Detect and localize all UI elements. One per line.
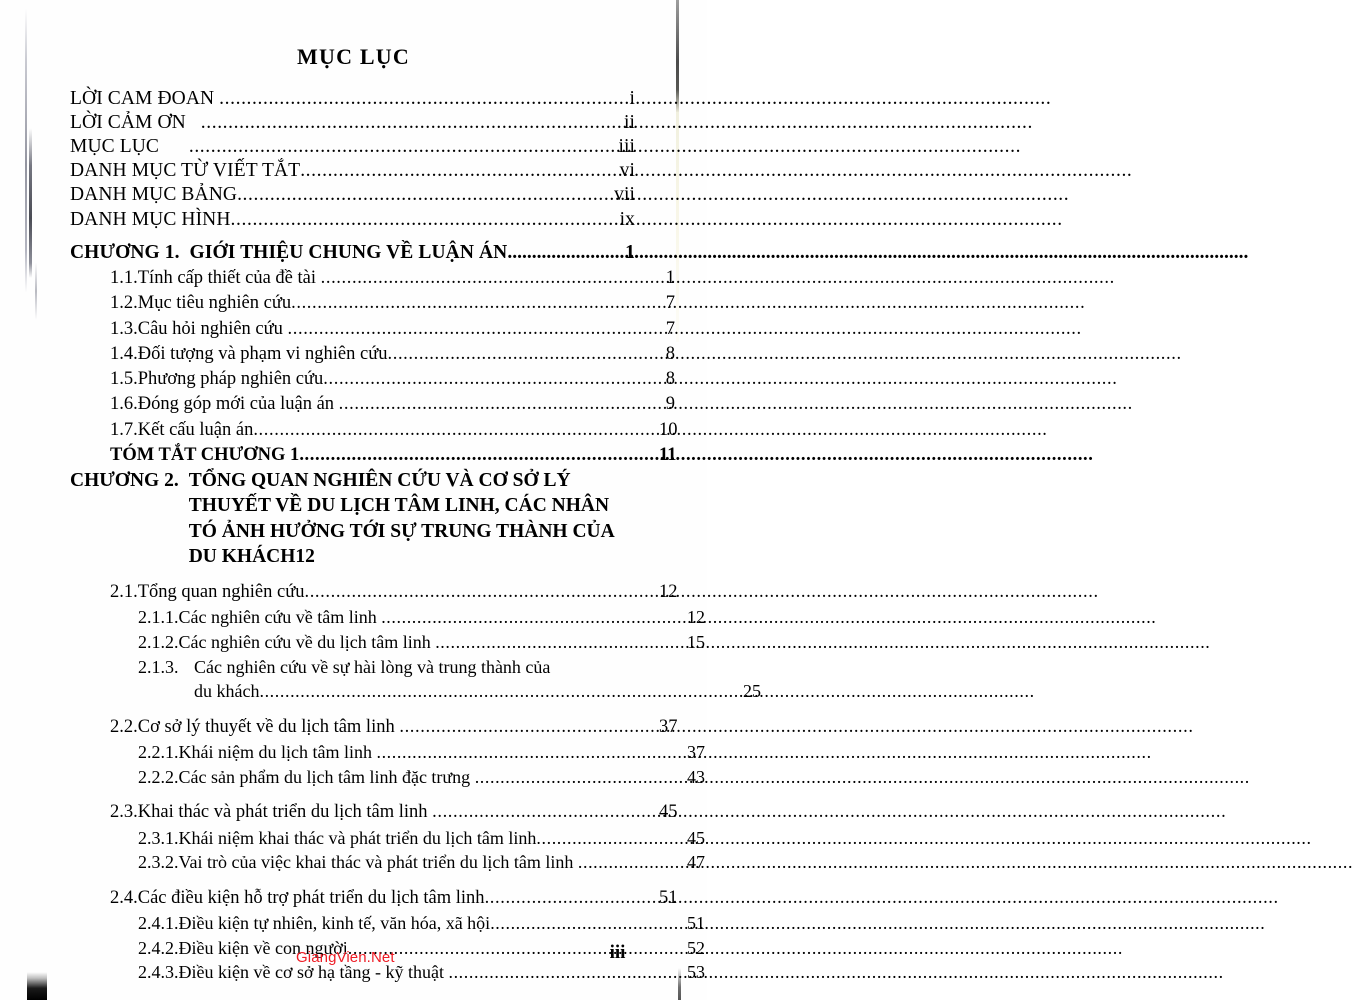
spacer	[70, 786, 635, 797]
toc-section[interactable]	[70, 577, 678, 603]
toc-entry-label: CHƯƠNG 1. GIỚI THIỆU CHUNG VỀ LUẬN ÁN	[70, 241, 508, 263]
scan-artifact-left-line-3	[35, 262, 37, 320]
toc-entry-label: DANH MỤC TỪ VIẾT TẮT	[70, 160, 301, 182]
toc-entry-page: vi	[619, 160, 635, 182]
toc-entry-page: 8	[665, 343, 675, 364]
spacer	[70, 229, 635, 236]
toc-entry-page: 11	[659, 445, 677, 465]
dot-leader	[237, 185, 612, 205]
toc-entry-label: Điều kiện tự nhiên, kinh tế, văn hóa, xã hội	[178, 913, 491, 934]
dot-leader	[578, 853, 686, 871]
toc-chapter-title-line: TÓ ẢNH HƯỞNG TỚI SỰ TRUNG THÀNH CỦA	[188, 520, 615, 542]
dot-leader	[399, 718, 658, 737]
toc-entry-front-matter[interactable]	[70, 108, 635, 132]
toc-entry-front-matter[interactable]	[70, 84, 635, 108]
toc-entry-page: 47	[687, 852, 705, 873]
toc-entry-label: Các sản phẩm du lịch tâm linh đặc trưng	[178, 766, 475, 787]
toc-entry-page: 51	[687, 913, 705, 934]
toc-section-number: 1.1.	[110, 267, 138, 288]
toc-entry-label: Đối tượng và phạm vi nghiên cứu	[137, 343, 388, 364]
toc-subsection-continuation[interactable]	[70, 676, 759, 701]
toc-subsection[interactable]	[70, 736, 703, 761]
dot-leader	[288, 320, 658, 339]
toc-subsection-number: 2.4.3.	[138, 962, 179, 983]
dot-leader	[381, 608, 686, 626]
toc-entry-page: iii	[618, 136, 635, 158]
toc-entry-page: 12	[295, 546, 315, 567]
toc-entry-page: 51	[659, 887, 678, 908]
toc-entry-page: 7	[665, 318, 675, 339]
toc-subsection[interactable]	[70, 602, 703, 627]
toc-entry-label: Tổng quan nghiên cứu	[137, 582, 305, 603]
dot-leader	[323, 370, 658, 389]
toc-entry-label: TÓM TẮT CHƯƠNG 1	[110, 445, 300, 465]
toc-section-number: 1.6.	[110, 394, 138, 415]
toc-entry-page: 53	[687, 962, 705, 983]
toc-section-number: 2.2.	[110, 716, 138, 737]
toc-entry-page: 52	[687, 937, 705, 958]
watermark: GiangVien.Net	[296, 949, 395, 966]
toc-section-number: 2.4.	[110, 887, 138, 908]
toc-entry-label: Mục tiêu nghiên cứu	[137, 293, 292, 314]
toc-section-number: 1.2.	[110, 293, 138, 314]
toc-entry-page: 8	[665, 369, 675, 390]
toc-entry-label: Đóng góp mới của luận án	[137, 394, 339, 415]
toc-entry-label: Các điều kiện hỗ trợ phát triển du lịch tâm linh	[137, 887, 485, 908]
toc-entry-label: Kết cấu luận án	[137, 419, 254, 440]
toc-subsection[interactable]	[70, 626, 703, 651]
dot-leader	[435, 633, 686, 651]
toc-chapter-number: CHƯƠNG 2.	[70, 469, 179, 491]
toc-entry-label: Vai trò của việc khai thác và phát triển du lịch tâm linh	[178, 852, 578, 873]
toc-entry-label: MỤC LỤC	[70, 136, 189, 158]
dot-leader	[231, 210, 612, 230]
toc-chapter-title-block	[189, 468, 635, 570]
table-of-contents	[70, 84, 761, 983]
dot-leader	[300, 161, 612, 181]
toc-entry-page: i	[629, 87, 635, 109]
dot-leader	[201, 113, 612, 133]
toc-entry-front-matter[interactable]	[70, 157, 635, 181]
toc-section[interactable]	[70, 797, 678, 823]
dot-leader	[376, 743, 686, 761]
scan-artifact-corner-blob	[27, 972, 47, 1000]
toc-section-number: 2.1.	[110, 582, 138, 603]
dot-leader	[507, 243, 620, 263]
toc-subsection[interactable]	[70, 822, 703, 847]
toc-entry-front-matter[interactable]	[70, 181, 635, 205]
toc-section-number: 2.3.	[110, 802, 138, 823]
toc-chapter-heading-1[interactable]	[70, 236, 635, 262]
toc-entry-label: Điều kiện về cơ sở hạ tầng - kỹ thuật	[178, 962, 449, 983]
toc-entry-label: Khai thác và phát triển du lịch tâm linh	[137, 802, 433, 823]
toc-entry-label: Các nghiên cứu về du lịch tâm linh	[178, 631, 436, 652]
dot-leader	[475, 768, 686, 786]
toc-subsection-number: 2.1.3.	[138, 656, 179, 677]
toc-section[interactable]	[70, 338, 675, 363]
toc-subsection-number: 2.3.2.	[138, 852, 179, 873]
dot-leader	[291, 294, 658, 313]
toc-subsection[interactable]	[70, 907, 703, 932]
toc-subsection-number: 2.2.1.	[138, 742, 179, 763]
toc-section[interactable]	[70, 363, 675, 388]
toc-entry-page: 1	[665, 267, 675, 288]
toc-section[interactable]	[70, 287, 675, 312]
toc-subsection-number: 2.4.1.	[138, 913, 179, 934]
toc-entry-page: 45	[687, 827, 705, 848]
dot-leader	[321, 269, 658, 288]
toc-entry-label: Cơ sở lý thuyết về du lịch tâm linh	[137, 716, 400, 737]
toc-entry-page: 37	[687, 742, 705, 763]
toc-section-number: 1.5.	[110, 369, 138, 390]
dot-leader	[339, 395, 658, 414]
toc-section-number: 1.7.	[110, 419, 138, 440]
toc-entry-label: DU KHÁCH	[188, 546, 296, 567]
toc-entry-page: 43	[687, 766, 705, 787]
toc-subsection[interactable]	[70, 651, 703, 676]
toc-entry-label: Điều kiện về con người	[178, 937, 348, 958]
toc-subsection-number: 2.4.2.	[138, 937, 179, 958]
toc-section[interactable]	[70, 262, 675, 287]
dot-leader	[348, 939, 686, 957]
toc-subsection-number: 2.3.1.	[138, 827, 179, 848]
toc-entry-label: DANH MỤC BẢNG	[70, 184, 238, 206]
dot-leader	[536, 829, 686, 847]
toc-subsection[interactable]	[70, 847, 703, 872]
toc-section[interactable]	[70, 882, 678, 908]
toc-section[interactable]	[70, 711, 678, 737]
toc-section[interactable]	[70, 389, 675, 414]
toc-entry-label: Khái niệm khai thác và phát triển du lịch tâm linh	[178, 827, 537, 848]
toc-section-number: 1.3.	[110, 318, 138, 339]
page-number: iii	[609, 942, 626, 963]
toc-entry-page: ii	[623, 111, 635, 133]
toc-entry-label: DANH MỤC HÌNH	[70, 208, 231, 230]
dot-leader	[219, 89, 612, 109]
toc-section[interactable]	[70, 313, 675, 338]
dot-leader	[388, 345, 659, 364]
toc-subsection-number: 2.2.2.	[138, 766, 179, 787]
spacer	[70, 570, 635, 577]
toc-subsection-number: 2.1.2.	[138, 631, 179, 652]
page-title: MỤC LỤC	[297, 44, 410, 69]
dot-leader	[253, 421, 658, 440]
toc-entry-label: Khái niệm du lịch tâm linh	[178, 742, 377, 763]
toc-chapter-title-line: TỔNG QUAN NGHIÊN CỨU VÀ CƠ SỞ LÝ	[188, 469, 571, 491]
dot-leader	[448, 963, 686, 981]
toc-chapter-summary-1[interactable]	[70, 439, 675, 464]
toc-entry-label: LỜI CAM ĐOAN	[70, 87, 220, 109]
toc-chapter-title-last-line	[189, 544, 635, 570]
dot-leader	[299, 446, 658, 465]
dot-leader	[304, 583, 658, 602]
toc-entry-page: 12	[659, 582, 678, 603]
toc-entry-label: Phương pháp nghiên cứu	[137, 369, 324, 390]
toc-entry-front-matter[interactable]	[70, 132, 635, 156]
toc-subsection[interactable]	[70, 761, 703, 786]
toc-entry-label: Tính cấp thiết của đề tài	[137, 267, 321, 288]
toc-entry-label: Các nghiên cứu về tâm linh	[178, 607, 382, 628]
toc-entry-label: Các nghiên cứu về sự hài lòng và trung thành của	[194, 656, 551, 677]
toc-entry-page: 1	[625, 241, 635, 263]
toc-entry-page: 10	[659, 419, 678, 440]
toc-entry-label: LỜI CẢM ƠN	[70, 111, 201, 133]
scan-artifact-left-line-2	[29, 128, 32, 278]
dot-leader	[490, 914, 686, 932]
toc-entry-label: du khách	[194, 681, 260, 702]
toc-entry-page: 9	[665, 394, 675, 415]
toc-entry-page: 37	[659, 716, 678, 737]
toc-entry-front-matter[interactable]	[70, 205, 635, 229]
toc-entry-page: 15	[687, 631, 705, 652]
toc-entry-page: 7	[665, 293, 675, 314]
toc-chapter-title-line: THUYẾT VỀ DU LỊCH TÂM LINH, CÁC NHÂN	[188, 495, 610, 516]
toc-entry-page: 12	[687, 607, 705, 628]
dot-leader	[259, 682, 742, 700]
toc-section-number: 1.4.	[110, 343, 138, 364]
toc-entry-page: ix	[619, 208, 635, 230]
toc-entry-page: vii	[614, 184, 635, 206]
toc-entry-label: Câu hỏi nghiên cứu	[137, 318, 288, 339]
dot-leader	[432, 803, 658, 822]
toc-section[interactable]	[70, 414, 678, 440]
spacer	[70, 871, 635, 882]
toc-subsection-number: 2.1.1.	[138, 607, 179, 628]
toc-entry-page: 45	[659, 802, 678, 823]
dot-leader	[189, 137, 612, 157]
toc-chapter-heading-2[interactable]	[70, 468, 635, 570]
dot-leader	[485, 889, 658, 908]
spacer	[70, 700, 635, 711]
toc-entry-page: 25	[743, 681, 761, 702]
